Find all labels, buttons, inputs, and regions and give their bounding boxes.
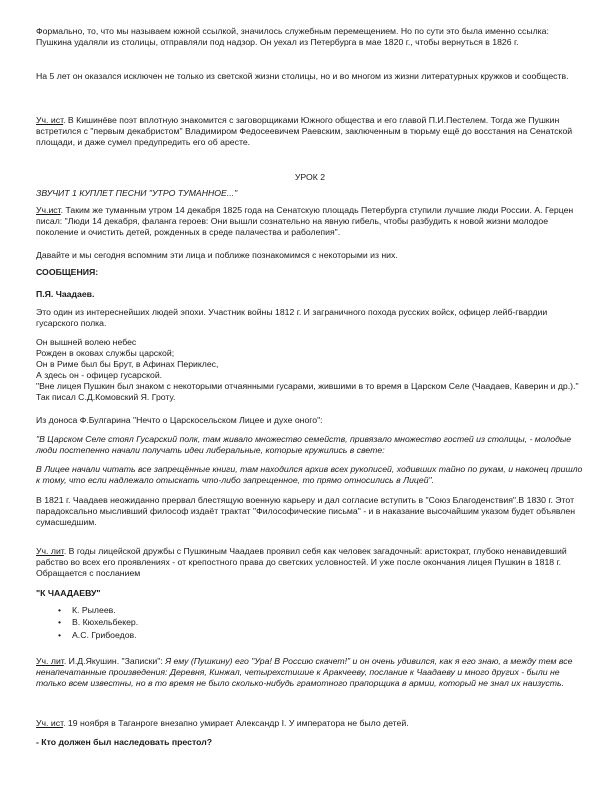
speaker-label: Уч. лит <box>36 656 64 666</box>
poem-line: Рожден в оковах службы царской; <box>36 347 175 358</box>
list-item: • К. Рылеев. <box>36 605 576 617</box>
paragraph-kishinev <box>36 115 584 148</box>
speaker-label: Уч.ист <box>36 205 61 215</box>
paragraph-text: . В годы лицейской дружбы с Пушкиным Чаадаев проявил себя как человек загадочный: аристократ, глубоко ненавидевший рабство во всех его проявлениях - от крепостного права до светских условностей. И уже после окончания лицея Пушкин в 1818 г. Обращается с посланием <box>36 546 567 578</box>
chaadaev-heading: П.Я. Чаадаев. <box>36 289 95 299</box>
quote-hussars: "В Царском Селе стоял Гусарский полк, там живало множество семейств, привязало множество гостей из столицы, - молодые люди постепенно начали получать идеи либеральные, которые кружились в свете: <box>36 434 572 455</box>
bullet-list <box>36 605 576 642</box>
lesson-title: УРОК 2 <box>294 172 326 182</box>
paragraph-south-exile: Формально, то, что мы называем южной ссылкой, значилось служебным перемещением. Но по сути это была именно ссылка: Пушкина удаляли из столицы, отправляли под надзор. Он уехал из Петербурга в мае 1820 г., чтобы вернуться в 1826 г. <box>36 26 549 47</box>
paragraph-yakushin <box>36 656 584 689</box>
speaker-label: Уч. ист <box>36 718 64 728</box>
paragraph-text: . 19 ноября в Таганроге внезапно умирает Александр I. У императора не было детей. <box>63 718 409 728</box>
paragraph-chaadaev-intro: Это один из интереснейших людей эпохи. Участник войны 1812 г. И заграничного похода русских войск, офицер лейб-гвардии гусарского полка. <box>36 307 548 328</box>
paragraph-isolation: На 5 лет он оказался исключен не только из светской жизни столицы, но и во многом из жизни литературных кружков и сообществ. <box>36 71 569 81</box>
poem-title: "К ЧААДАЕВУ" <box>36 588 101 598</box>
paragraph-taganrog <box>36 718 584 729</box>
paragraph-text: . В Кишинёве поэт вплотную знакомится с заговорщиками Южного общества и его главой П.И.Пестелем. Тогда же Пушкин встретился с "первым декабристом" Владимиром Федосеевичем Раевским, заключенным в тюрьму ещё до восстания на Сенатской площади, и даже сумел предупредить его об аресте. <box>36 115 573 147</box>
poem-line: Он вышней волею небес <box>36 337 137 347</box>
paragraph-text: . Таким же туманным утром 14 декабря 1825 года на Сенатскую площадь Петербурга ступили лучшие люди России. А. Герцен писал: "Люди 14 декабря, фаланга героев: Они вышли сознательно на явную гибель, чтобы разбудить к новой жизни молодое поколение и очистить детей, рожденных в среде палачества и раболепия". <box>36 205 574 237</box>
poem-block <box>36 337 584 381</box>
quote-lyceum: В Лицее начали читать все запрещённые книги, там находился архив всех рукописей, ходивших тайно по рукам, и наконец пришло к тому, что если надлежало отыскать что-либо запрещенное, то прямо относились в Лицей". <box>36 464 583 485</box>
quote-text: Я ему (Пушкину) его "Ура! В Россию скачет!" и он очень удивился, как я его знаю, а между тем все ненапечатанные произведения: Деревня, Кинжал, четырехстишие к Аракчееву, послание к Чаадаеву и много других - были не только всем известны, но в то время не было сколько-нибудь грамотного прапорщика в армии, который не знал их наизусть. <box>36 656 573 688</box>
speaker-label: Уч. ист <box>36 115 64 125</box>
paragraph-komovsky: "Вне лицея Пушкин был знаком с некоторыми отчаянными гусарами, жившими в то время в Царском Селе (Чаадаев, Каверин и др.)." Так писал С.Д.Комовский Я. Гроту. <box>36 381 579 402</box>
messages-heading: СООБЩЕНИЯ: <box>36 267 99 277</box>
paragraph-december <box>36 205 584 238</box>
paragraph-remember: Давайте и мы сегодня вспомним эти лица и поближе познакомимся с некоторыми из них. <box>36 250 398 260</box>
question-heir: - Кто должен был наследовать престол? <box>36 737 213 747</box>
poem-line: А здесь он - офицер гусарской. <box>36 369 163 380</box>
paragraph-bulgarin: Из доноса Ф.Булгарина "Нечто о Царскосельском Лицее и духе оного": <box>36 415 323 425</box>
list-item: • А.С. Грибоедов. <box>36 630 576 642</box>
poem-line: Он в Риме был бы Брут, в Афинах Периклес, <box>36 358 219 369</box>
list-item: • В. Кюхельбекер. <box>36 617 576 629</box>
song-note: ЗВУЧИТ 1 КУПЛЕТ ПЕСНИ "УТРО ТУМАННОЕ..." <box>36 188 238 198</box>
paragraph-1821: В 1821 г. Чаадаев неожиданно прервал блестящую военную карьеру и дал согласие вступить в "Союз Благоденствия".В 1830 г. Этот парадоксально мысливший философ издаёт трактат "Философические письма" - и в наказание высочайшим указом будет объявлен сумасшедшим. <box>36 495 576 527</box>
speaker-label: Уч. лит <box>36 546 64 556</box>
paragraph-text: . И.Д.Якушин. "Записки": <box>63 656 166 666</box>
paragraph-lyceum-friendship <box>36 546 584 579</box>
